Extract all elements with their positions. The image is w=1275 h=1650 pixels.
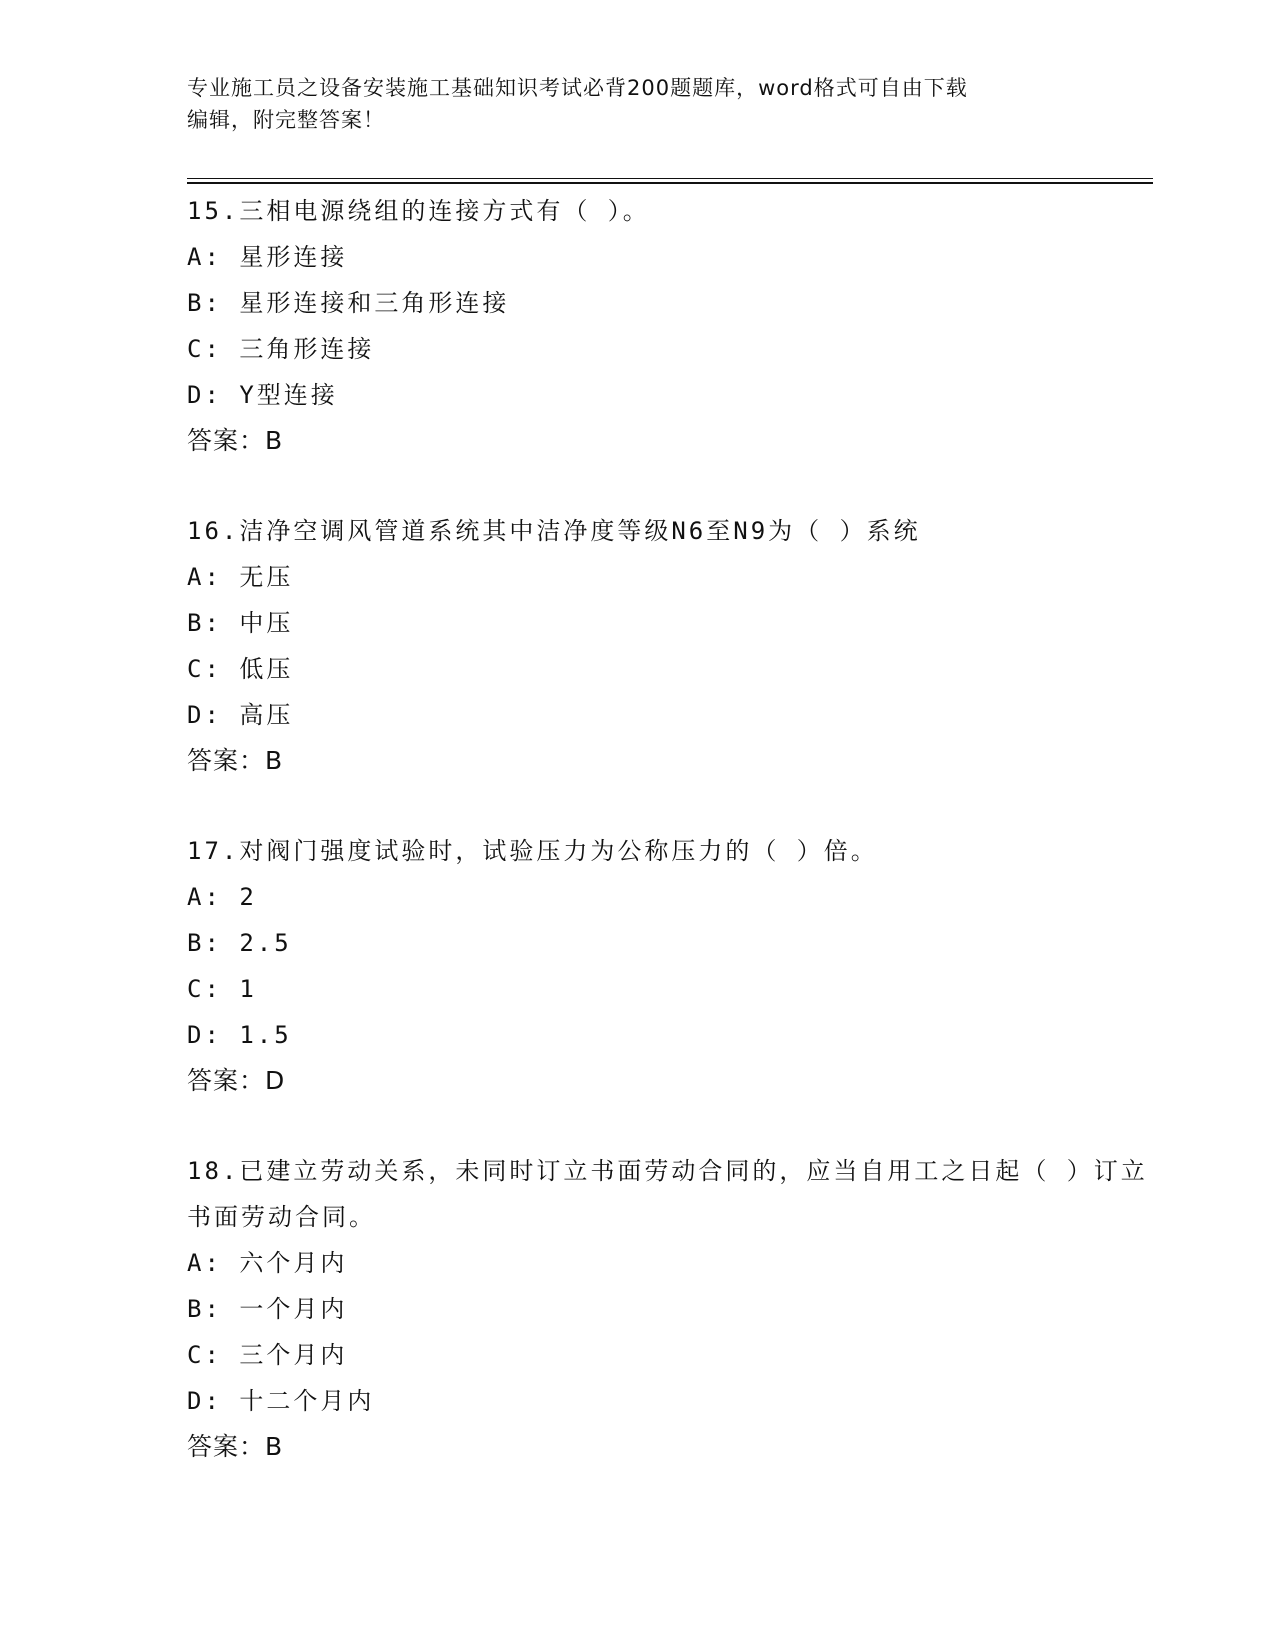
option-text: 2.5 [239,929,292,957]
option-label: D: [187,381,222,409]
question-number: 18. [187,1157,240,1185]
question-text: 对阀门强度试验时，试验压力为公称压力的（ ）倍。 [239,837,878,865]
option-label: C: [187,1341,222,1369]
option-text: 中压 [239,609,294,637]
question-number: 15. [187,197,240,225]
option-c [187,1332,1153,1378]
option-label: B: [187,929,222,957]
question-17 [187,828,1153,1104]
option-text: 十二个月内 [239,1387,375,1415]
option-label: A: [187,243,222,271]
option-label: C: [187,975,222,1003]
answer-value: D [265,1066,286,1095]
answer-value: B [265,746,284,775]
option-label: B: [187,1295,222,1323]
question-stem [187,1148,1153,1240]
option-d [187,1378,1153,1424]
option-label: A: [187,883,222,911]
question-number: 17. [187,837,240,865]
question-list [187,188,1153,1514]
option-text: 低压 [239,655,294,683]
question-stem [187,508,1153,554]
option-text: 高压 [239,701,294,729]
option-label: D: [187,1387,222,1415]
answer-line [187,1424,1153,1470]
option-a [187,874,1153,920]
option-d [187,1012,1153,1058]
option-d [187,372,1153,418]
option-c [187,966,1153,1012]
option-text: 三角形连接 [239,335,375,363]
option-c [187,646,1153,692]
answer-label: 答案： [187,1432,266,1461]
option-a [187,554,1153,600]
option-b [187,920,1153,966]
option-b [187,600,1153,646]
option-label: D: [187,1021,222,1049]
option-label: B: [187,289,222,317]
option-text: 星形连接和三角形连接 [239,289,510,317]
answer-line [187,738,1153,784]
question-text: 三相电源绕组的连接方式有（ ）。 [239,197,650,225]
question-15 [187,188,1153,464]
question-text: 已建立劳动关系，未同时订立书面劳动合同的，应当自用工之日起（ ）订立书面劳动合同。 [187,1157,1148,1231]
answer-line [187,418,1153,464]
answer-label: 答案： [187,426,266,455]
answer-label: 答案： [187,1066,266,1095]
question-stem [187,828,1153,874]
option-label: A: [187,563,222,591]
question-number: 16. [187,517,240,545]
option-label: C: [187,655,222,683]
header-divider-thick [187,182,1153,184]
answer-value: B [265,426,284,455]
header-divider-thin [187,178,1153,179]
option-text: 1.5 [239,1021,292,1049]
document-header [187,72,1067,136]
option-text: 1 [239,975,257,1003]
option-label: D: [187,701,222,729]
option-label: A: [187,1249,222,1277]
option-text: 星形连接 [239,243,348,271]
option-b [187,1286,1153,1332]
option-label: B: [187,609,222,637]
option-a [187,1240,1153,1286]
option-text: Y型连接 [239,381,338,409]
option-d [187,692,1153,738]
option-text: 无压 [239,563,294,591]
option-text: 2 [239,883,257,911]
header-line-2: 编辑，附完整答案！ [187,108,385,132]
option-b [187,280,1153,326]
answer-label: 答案： [187,746,266,775]
option-c [187,326,1153,372]
option-a [187,234,1153,280]
header-line-1: 专业施工员之设备安装施工基础知识考试必背200题题库，word格式可自由下载 [187,76,968,100]
option-label: C: [187,335,222,363]
question-stem [187,188,1153,234]
answer-line [187,1058,1153,1104]
option-text: 六个月内 [239,1249,348,1277]
answer-value: B [265,1432,284,1461]
option-text: 一个月内 [239,1295,348,1323]
question-text: 洁净空调风管道系统其中洁净度等级N6至N9为（ ）系统 [239,517,921,545]
option-text: 三个月内 [239,1341,348,1369]
question-16 [187,508,1153,784]
question-18 [187,1148,1153,1470]
